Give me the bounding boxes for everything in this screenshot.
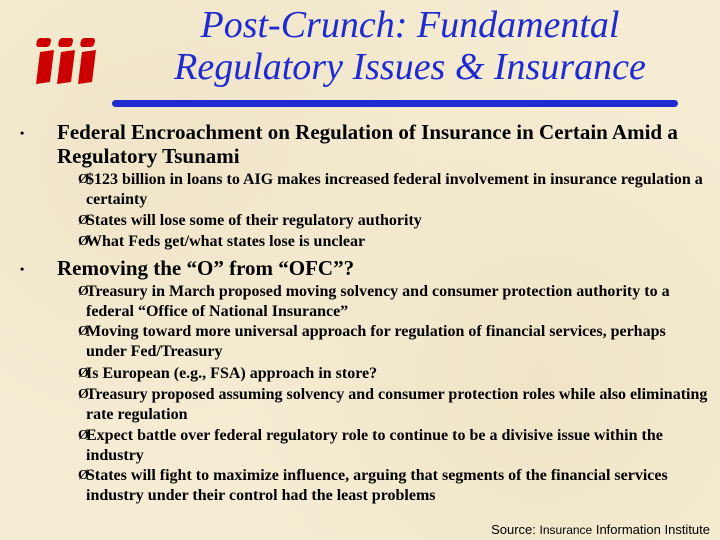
title-line-2: Regulatory Issues & Insurance [174,46,646,88]
title-line-1: Post-Crunch: Fundamental [200,4,620,46]
logo-i-1 [36,38,54,84]
slide-title [110,4,710,88]
logo-i-3 [78,38,96,84]
sub-bullet: Ø $123 billion in loans to AIG makes increased federal involvement in insurance regulation a certainty [78,171,703,208]
arrow-bullet-icon: Ø [78,172,89,187]
sub-bullet: Ø Treasury proposed assuming solvency and consumer protection roles while also eliminating rate regulation [78,386,708,423]
arrow-bullet-icon: Ø [78,234,89,249]
logo-i-2 [57,38,75,84]
arrow-bullet-icon: Ø [78,213,89,228]
sub-bullet: Ø Expect battle over federal regulatory role to continue to be a divisive issue within the industry [78,427,663,464]
bullet-marker: • [20,262,25,276]
arrow-bullet-icon: Ø [78,324,89,339]
arrow-bullet-icon: Ø [78,284,89,299]
title-underline [112,100,678,107]
sub-bullet: Ø Is European (e.g., FSA) approach in store? [78,365,378,382]
sub-bullet: Ø States will fight to maximize influence, arguing that segments of the financial services industry under their control had the least problems [78,467,668,504]
source-credit: Source: Insurance Information Institute [491,522,710,537]
arrow-bullet-icon: Ø [78,387,89,402]
bullet-2-text: Removing the “O” from “OFC”? [57,256,355,280]
arrow-bullet-icon: Ø [78,366,89,381]
arrow-bullet-icon: Ø [78,428,89,443]
sub-bullet: Ø Moving toward more universal approach for regulation of financial services, perhaps under Fed/Treasury [78,323,666,360]
sub-bullet: Ø What Feds get/what states lose is unclear [78,233,366,250]
sub-bullet: Ø Treasury in March proposed moving solvency and consumer protection authority to a federal “Office of National Insurance” [78,283,670,320]
sub-bullet: Ø States will lose some of their regulatory authority [78,212,422,229]
arrow-bullet-icon: Ø [78,468,89,483]
bullet-1-text: Federal Encroachment on Regulation of Insurance in Certain Amid a Regulatory Tsunami [57,120,678,168]
iii-logo [34,36,100,86]
bullet-marker: • [20,126,25,140]
